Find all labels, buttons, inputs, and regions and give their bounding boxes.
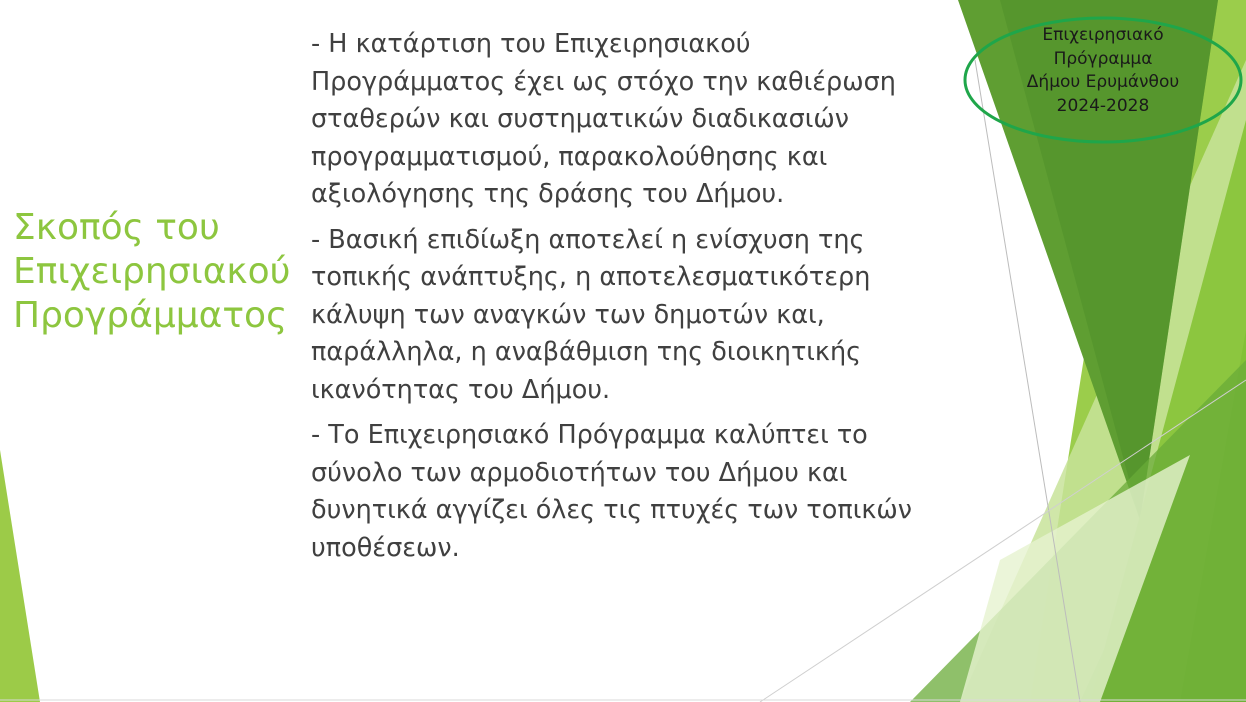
badge-line-2: Πρόγραμμα — [1053, 48, 1153, 69]
badge-line-4: 2024-2028 — [1056, 95, 1150, 116]
body-paragraph-3: - Το Επιχειρησιακό Πρόγραμμα καλύπτει το σύνολο των αρμοδιοτήτων του Δήμου και δυνητικά αγγίζει όλες τις πτυχές των τοπικών υποθέσεων. — [311, 420, 912, 563]
slide-title-line-2: Επιχειρησιακού — [13, 251, 291, 292]
slide-title-line-1: Σκοπός του — [13, 207, 220, 248]
slide-title — [13, 206, 313, 338]
left-green-triangle — [0, 450, 40, 702]
body-paragraph-1: - Η κατάρτιση του Επιχειρησιακού Προγράμματος έχει ως στόχο την καθιέρωση σταθερών και συστηματικών διαδικασιών προγραμματισμού, παρακολούθησης και αξιολόγησης της δράσης του Δήμου. — [311, 29, 896, 209]
slide-title-line-3: Προγράμματος — [13, 295, 288, 336]
badge-line-3: Δήμου Ερυμάνθου — [1026, 72, 1180, 92]
badge-line-1: Επιχειρησιακό — [1042, 25, 1164, 45]
program-badge — [963, 24, 1243, 118]
slide-body — [311, 26, 971, 575]
body-paragraph-2: - Βασική επιδίωξη αποτελεί η ενίσχυση της τοπικής ανάπτυξης, η αποτελεσματικότερη κάλυψη των αναγκών των δημοτών και, παράλληλα, η αναβάθμιση της διοικητικής ικανότητας του Δήμου. — [311, 224, 871, 405]
